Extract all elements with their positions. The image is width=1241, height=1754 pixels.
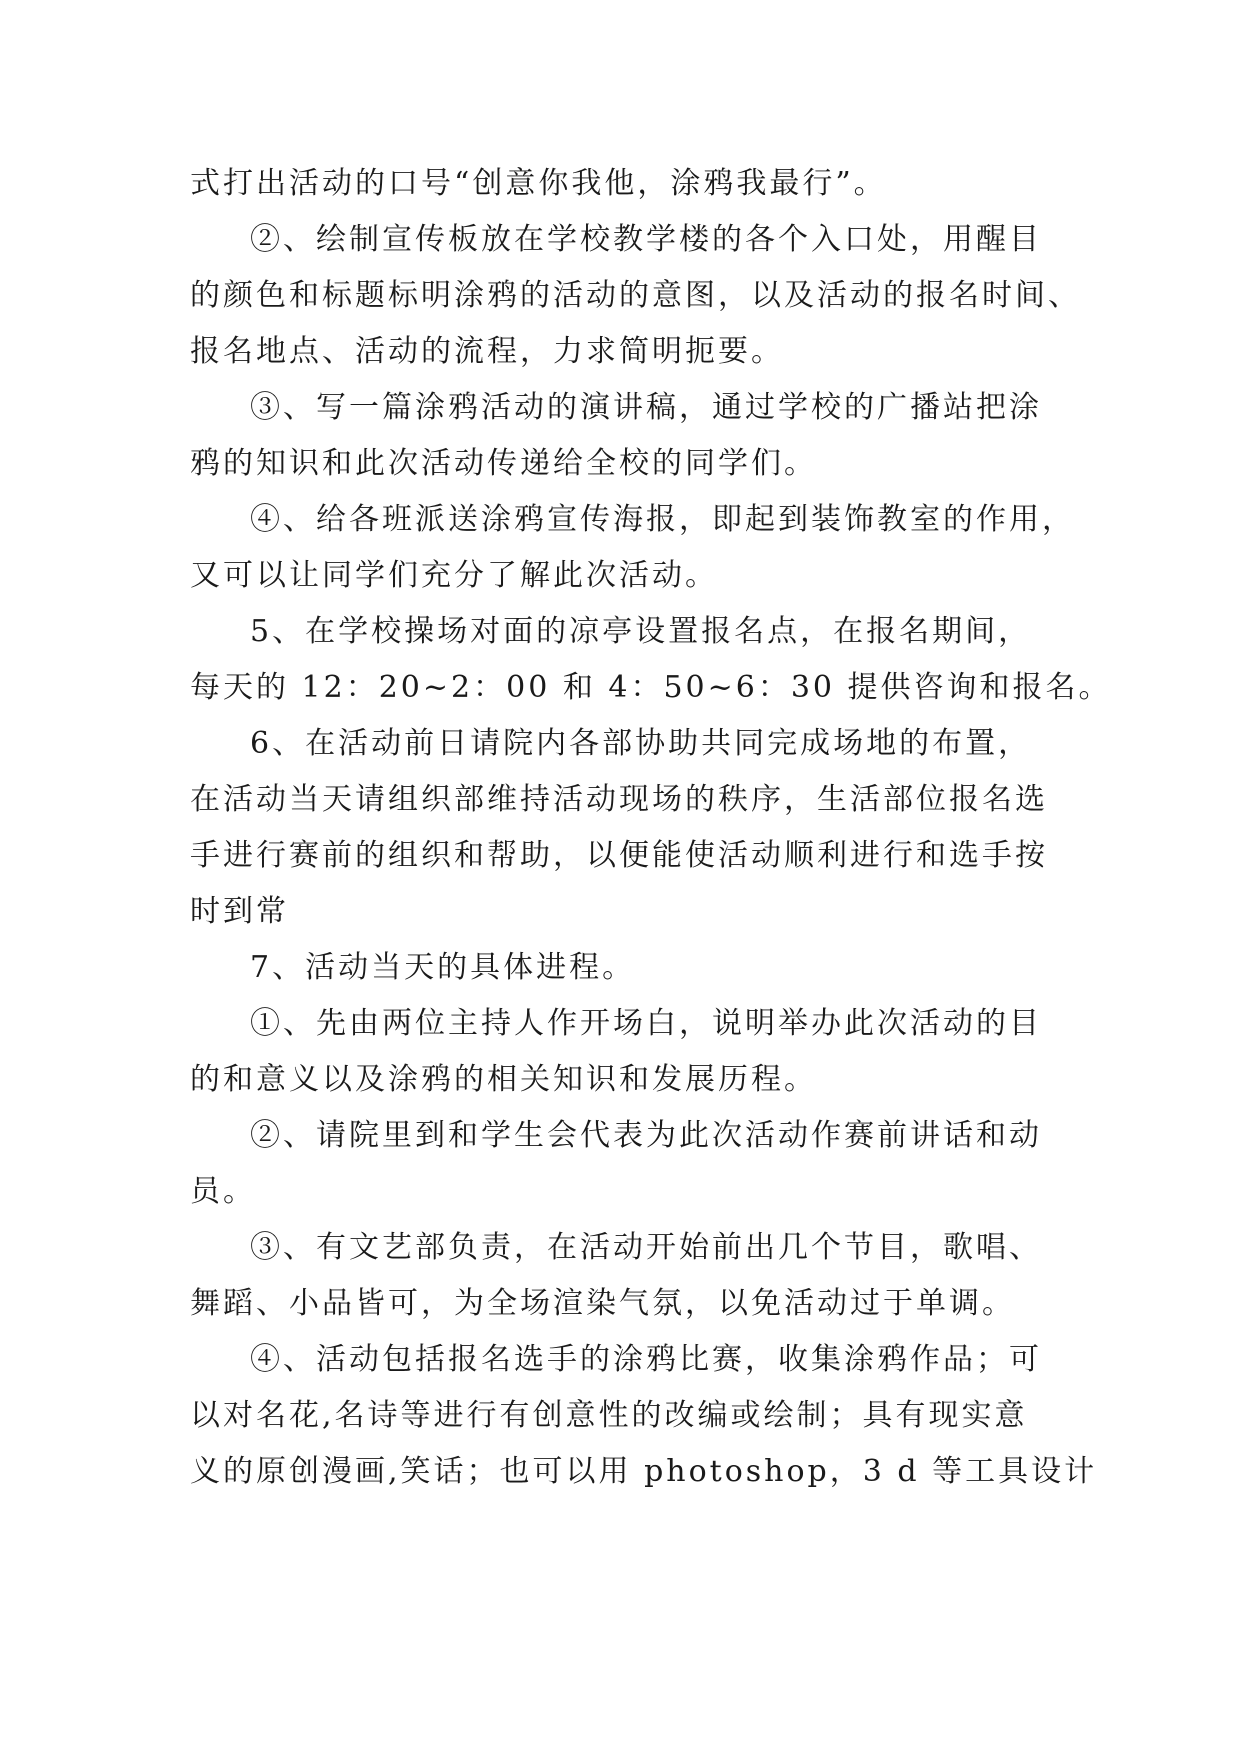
text-line: ③、写一篇涂鸦活动的演讲稿，通过学校的广播站把涂	[250, 390, 1042, 425]
text-line: ④、活动包括报名选手的涂鸦比赛，收集涂鸦作品；可	[250, 1342, 1042, 1377]
text-line: 时到常	[190, 894, 289, 929]
text-line: 舞蹈、小品皆可，为全场渲染气氛，以免活动过于单调。	[190, 1286, 1015, 1321]
text-line: 又可以让同学们充分了解此次活动。	[190, 558, 718, 593]
text-line: 6、在活动前日请院内各部协助共同完成场地的布置，	[250, 726, 1032, 761]
text-line: 在活动当天请组织部维持活动现场的秩序，生活部位报名选	[190, 782, 1048, 817]
text-line: 5、在学校操场对面的凉亭设置报名点，在报名期间，	[250, 614, 1032, 649]
text-line: 义的原创漫画,笑话；也可以用 photoshop，3 d 等工具设计	[190, 1454, 1098, 1489]
text-line: 的颜色和标题标明涂鸦的活动的意图，以及活动的报名时间、	[190, 278, 1081, 313]
text-line: 的和意义以及涂鸦的相关知识和发展历程。	[190, 1062, 817, 1097]
text-line: ③、有文艺部负责，在活动开始前出几个节目，歌唱、	[250, 1230, 1042, 1265]
text-line: 鸦的知识和此次活动传递给全校的同学们。	[190, 446, 817, 481]
text-line: 式打出活动的口号“创意你我他，涂鸦我最行”。	[190, 166, 887, 201]
text-line: ②、请院里到和学生会代表为此次活动作赛前讲话和动	[250, 1118, 1042, 1153]
text-line: 每天的 12：20~2：00 和 4：50~6：30 提供咨询和报名。	[190, 670, 1112, 705]
text-line: ②、绘制宣传板放在学校教学楼的各个入口处，用醒目	[250, 222, 1042, 257]
text-line: 报名地点、活动的流程，力求简明扼要。	[190, 334, 784, 369]
text-line: ④、给各班派送涂鸦宣传海报，即起到装饰教室的作用，	[250, 502, 1075, 537]
text-line: 员。	[190, 1174, 256, 1209]
text-line: 7、活动当天的具体进程。	[250, 950, 636, 985]
text-line: 手进行赛前的组织和帮助，以便能使活动顺利进行和选手按	[190, 838, 1048, 873]
text-line: 以对名花,名诗等进行有创意性的改编或绘制；具有现实意	[190, 1398, 1028, 1433]
text-line: ①、先由两位主持人作开场白，说明举办此次活动的目	[250, 1006, 1042, 1041]
